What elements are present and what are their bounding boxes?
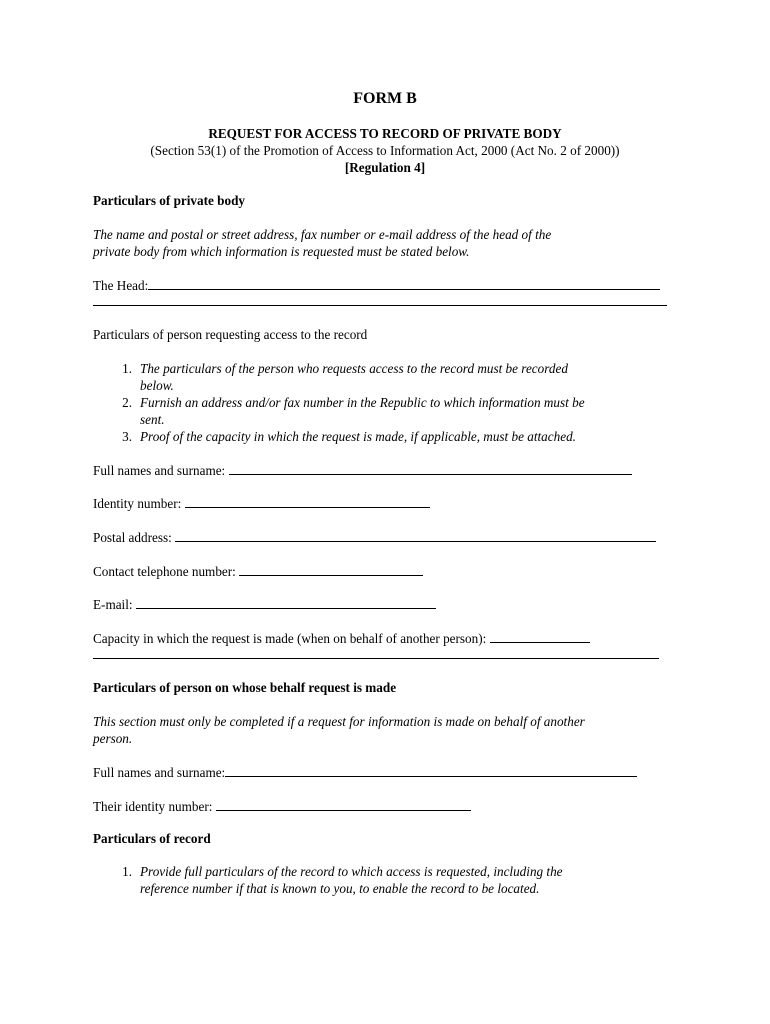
regulation-reference: [Regulation 4] xyxy=(344,160,426,175)
email-row xyxy=(93,595,436,613)
postal-address-row xyxy=(93,528,656,546)
capacity-row xyxy=(93,629,590,647)
behalf-full-names-input-line[interactable] xyxy=(225,763,637,777)
full-names-row xyxy=(93,461,632,479)
full-names-label: Full names and surname: xyxy=(93,463,226,478)
telephone-row xyxy=(93,562,423,580)
private-body-instruction-line2: private body from which information is requested must be stated below. xyxy=(93,244,470,259)
requester-note-1-text: The particulars of the person who requests access to the record must be recorded xyxy=(140,361,568,376)
record-heading: Particulars of record xyxy=(93,831,211,846)
email-input-line[interactable] xyxy=(136,595,436,609)
head-field-row xyxy=(93,276,660,294)
requester-note-2-cont: sent. xyxy=(140,412,165,427)
email-label: E-mail: xyxy=(93,597,133,612)
identity-number-label: Identity number: xyxy=(93,496,182,511)
private-body-heading: Particulars of private body xyxy=(93,193,246,208)
behalf-full-names-row xyxy=(93,763,637,781)
section-reference: (Section 53(1) of the Promotion of Access to Information Act, 2000 (Act No. 2 of 2000)) xyxy=(150,143,620,158)
telephone-input-line[interactable] xyxy=(239,562,423,576)
behalf-identity-label: Their identity number: xyxy=(93,799,213,814)
requester-note-2-number: 2. xyxy=(122,395,132,410)
record-note-1-cont: reference number if that is known to you, to enable the record to be located. xyxy=(140,881,540,896)
behalf-identity-row xyxy=(93,797,471,815)
private-body-instruction-line1: The name and postal or street address, fax number or e-mail address of the head of the xyxy=(93,227,552,242)
capacity-label: Capacity in which the request is made (when on behalf of another person): xyxy=(93,631,487,646)
full-names-input-line[interactable] xyxy=(229,461,632,475)
form-subtitle: REQUEST FOR ACCESS TO RECORD OF PRIVATE BODY xyxy=(208,126,562,141)
behalf-heading: Particulars of person on whose behalf request is made xyxy=(93,680,397,695)
capacity-input-line[interactable] xyxy=(490,629,590,643)
record-note-1-number: 1. xyxy=(122,864,132,879)
record-note-1 xyxy=(110,863,563,880)
identity-number-row xyxy=(93,494,430,512)
telephone-label: Contact telephone number: xyxy=(93,564,236,579)
behalf-instruction-line1: This section must only be completed if a request for information is made on behalf of another xyxy=(93,714,585,729)
requester-note-1-cont: below. xyxy=(140,378,174,393)
requester-note-1 xyxy=(110,360,568,377)
behalf-identity-input-line[interactable] xyxy=(216,797,471,811)
form-title: FORM B xyxy=(353,90,417,107)
behalf-instruction-line2: person. xyxy=(93,731,133,746)
head-input-line[interactable] xyxy=(148,276,660,290)
requester-heading: Particulars of person requesting access to the record xyxy=(93,327,368,342)
postal-address-label: Postal address: xyxy=(93,530,172,545)
requester-note-3 xyxy=(110,428,576,445)
head-input-line-2[interactable] xyxy=(93,305,667,306)
head-label: The Head: xyxy=(93,278,149,293)
requester-note-3-number: 3. xyxy=(122,429,132,444)
postal-address-input-line[interactable] xyxy=(175,528,656,542)
capacity-input-line-2[interactable] xyxy=(93,658,659,659)
requester-note-3-text: Proof of the capacity in which the request is made, if applicable, must be attached. xyxy=(140,429,576,444)
requester-note-2-text: Furnish an address and/or fax number in the Republic to which information must be xyxy=(140,395,585,410)
identity-number-input-line[interactable] xyxy=(185,494,430,508)
requester-note-1-number: 1. xyxy=(122,361,132,376)
record-note-1-text: Provide full particulars of the record to which access is requested, including the xyxy=(140,864,563,879)
behalf-full-names-label: Full names and surname: xyxy=(93,765,226,780)
requester-note-2 xyxy=(110,394,585,411)
